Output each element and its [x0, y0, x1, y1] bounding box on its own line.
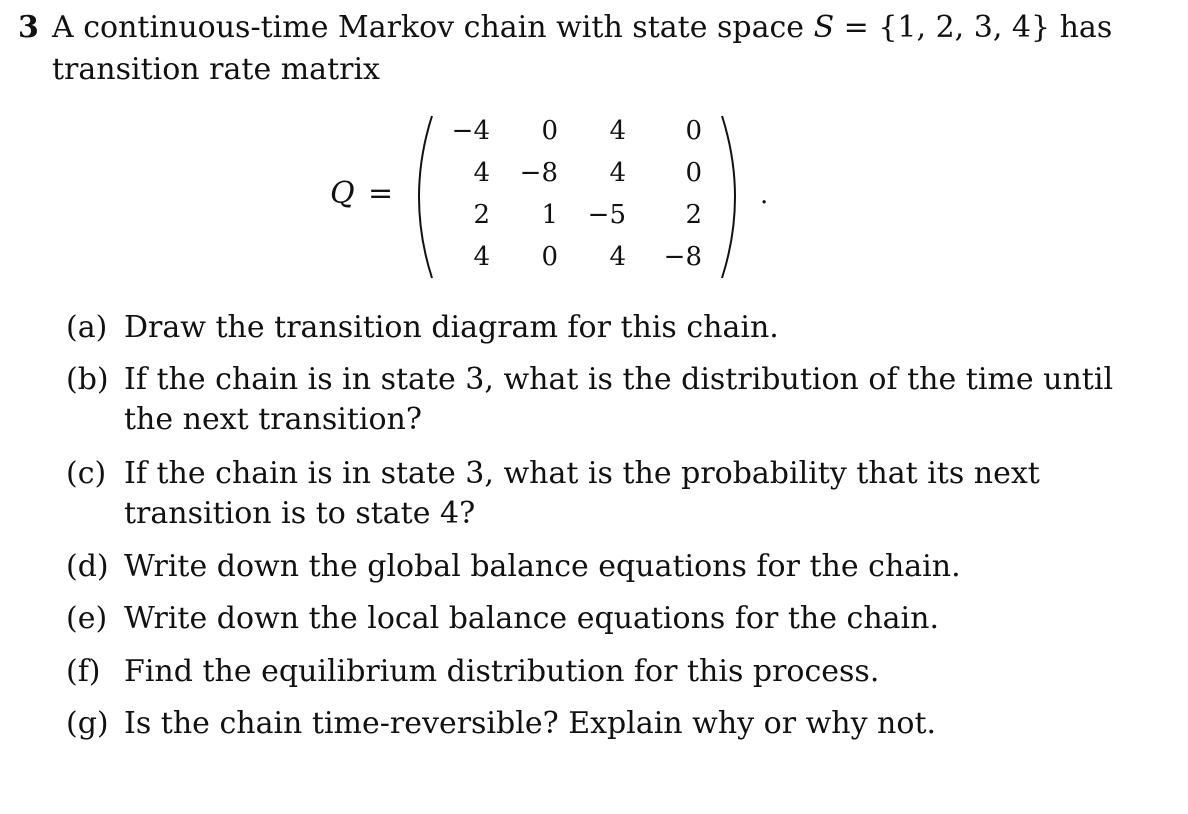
- question-part-text: Write down the local balance equations for the chain.: [124, 601, 939, 636]
- problem-statement-line-1: [18, 10, 1112, 46]
- matrix-label: Q: [330, 176, 355, 211]
- problem-intro-text: A continuous-time Markov chain with state space: [52, 10, 814, 45]
- matrix-cell-r1-c2: 0: [541, 116, 558, 146]
- question-part-text: If the chain is in state 3, what is the probability that its next: [124, 456, 1040, 491]
- rate-matrix: [330, 112, 790, 282]
- problem-statement-line-2: transition rate matrix: [52, 52, 380, 87]
- question-part-text: If the chain is in state 3, what is the distribution of the time until: [124, 362, 1114, 397]
- question-part-f: [66, 654, 879, 690]
- matrix-cell-r1-c4: 0: [685, 116, 702, 146]
- matrix-cell-r3-c2: 1: [541, 200, 558, 230]
- matrix-cell-r4-c2: 0: [541, 242, 558, 272]
- matrix-cell-r1-c1: −4: [451, 116, 490, 146]
- question-part-c: [66, 456, 1040, 492]
- matrix-cell-r4-c1: 4: [473, 242, 490, 272]
- question-part-d: [66, 549, 961, 585]
- question-part-e: [66, 601, 939, 637]
- question-part-label: (g): [66, 706, 109, 741]
- matrix-cell-r4-c4: −8: [663, 242, 702, 272]
- question-part-continuation: transition is to state 4?: [124, 496, 476, 531]
- problem-intro-tail: has: [1050, 10, 1113, 45]
- matrix-cell-r2-c1: 4: [473, 158, 490, 188]
- question-part-text: Write down the global balance equations for the chain.: [124, 549, 961, 584]
- question-part-label: (d): [66, 549, 109, 584]
- matrix-parentheses: [330, 112, 790, 282]
- question-part-text: Find the equilibrium distribution for this process.: [124, 654, 880, 689]
- matrix-cell-r2-c4: 0: [685, 158, 702, 188]
- matrix-trailing-period: .: [760, 180, 769, 210]
- matrix-cell-r3-c3: −5: [587, 200, 626, 230]
- state-space-set: = {1, 2, 3, 4}: [834, 10, 1051, 45]
- matrix-cell-r1-c3: 4: [609, 116, 626, 146]
- matrix-cell-r4-c3: 4: [609, 242, 626, 272]
- matrix-cell-r3-c4: 2: [685, 200, 702, 230]
- question-part-label: (b): [66, 362, 109, 397]
- question-part-label: (a): [66, 310, 108, 345]
- question-part-b: [66, 362, 1113, 398]
- question-part-label: (c): [66, 456, 107, 491]
- matrix-cell-r2-c3: 4: [609, 158, 626, 188]
- question-part-text: Draw the transition diagram for this chain.: [124, 310, 779, 345]
- question-part-label: (f): [66, 654, 101, 689]
- right-parenthesis: [722, 116, 735, 278]
- left-parenthesis: [419, 116, 432, 278]
- question-part-text: Is the chain time-reversible? Explain why or why not.: [124, 706, 937, 741]
- question-part-continuation: the next transition?: [124, 402, 422, 437]
- state-space-symbol: S: [813, 10, 835, 45]
- matrix-cell-r2-c2: −8: [519, 158, 558, 188]
- matrix-cell-r3-c1: 2: [473, 200, 490, 230]
- question-part-a: [66, 310, 779, 346]
- question-part-label: (e): [66, 601, 108, 636]
- question-part-g: [66, 706, 936, 742]
- problem-number: 3: [18, 10, 39, 45]
- matrix-equals-sign: =: [368, 176, 394, 211]
